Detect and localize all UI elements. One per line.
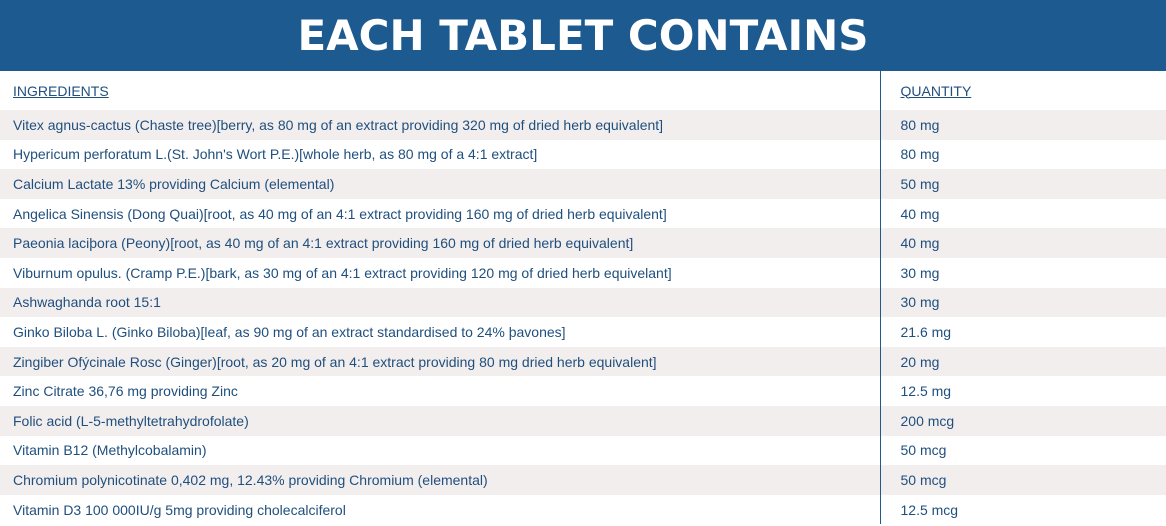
table-row [0,495,1166,525]
ingredients-table [0,71,1166,524]
quantity-cell: 50 mcg [880,436,1166,466]
ingredient-cell: Chromium polynicotinate 0,402 mg, 12.43% providing Chromium (elemental) [0,465,880,495]
table-row [0,317,1166,347]
ingredient-cell: Hypericum perforatum L.(St. John's Wort P.E.)[whole herb, as 80 mg of a 4:1 extract] [0,140,880,170]
table-body [0,110,1166,524]
table-row [0,288,1166,318]
quantity-cell: 80 mg [880,110,1166,140]
quantity-cell: 80 mg [880,140,1166,170]
table-row [0,465,1166,495]
table-row [0,406,1166,436]
ingredient-cell: Folic acid (L-5-methyltetrahydrofolate) [0,406,880,436]
table-row [0,436,1166,466]
table-row [0,376,1166,406]
header-banner [0,0,1166,71]
ingredient-cell: Viburnum opulus. (Cramp P.E.)[bark, as 30 mg of an 4:1 extract providing 120 mg of dried herb equivelant] [0,258,880,288]
quantity-cell: 40 mg [880,228,1166,258]
table-row [0,199,1166,229]
table-row [0,140,1166,170]
column-header-quantity: QUANTITY [880,71,1166,110]
quantity-cell: 30 mg [880,288,1166,318]
quantity-cell: 12.5 mg [880,376,1166,406]
table-header-row [0,71,1166,110]
ingredient-cell: Paeonia laciþora (Peony)[root, as 40 mg of an 4:1 extract providing 160 mg of dried herb equivalent] [0,228,880,258]
ingredient-cell: Zingiber Ofýcinale Rosc (Ginger)[root, as 20 mg of an 4:1 extract providing 80 mg dried herb equivalent] [0,347,880,377]
page-title: EACH TABLET CONTAINS [297,11,869,60]
table-row [0,110,1166,140]
ingredients-table-container [0,71,1166,524]
quantity-cell: 30 mg [880,258,1166,288]
quantity-cell: 50 mg [880,169,1166,199]
ingredient-cell: Zinc Citrate 36,76 mg providing Zinc [0,376,880,406]
table-row [0,228,1166,258]
quantity-cell: 20 mg [880,347,1166,377]
quantity-cell: 50 mcg [880,465,1166,495]
ingredient-cell: Vitex agnus-cactus (Chaste tree)[berry, as 80 mg of an extract providing 320 mg of dried herb equivalent] [0,110,880,140]
ingredient-cell: Vitamin B12 (Methylcobalamin) [0,436,880,466]
table-row [0,169,1166,199]
quantity-cell: 12.5 mcg [880,495,1166,525]
table-row [0,347,1166,377]
ingredient-cell: Ashwaghanda root 15:1 [0,288,880,318]
ingredient-cell: Vitamin D3 100 000IU/g 5mg providing cholecalciferol [0,495,880,525]
table-row [0,258,1166,288]
quantity-cell: 21.6 mg [880,317,1166,347]
ingredient-cell: Calcium Lactate 13% providing Calcium (elemental) [0,169,880,199]
quantity-cell: 40 mg [880,199,1166,229]
ingredient-cell: Ginko Biloba L. (Ginko Biloba)[leaf, as 90 mg of an extract standardised to 24% þavones] [0,317,880,347]
column-header-ingredients: INGREDIENTS [13,82,109,99]
quantity-cell: 200 mcg [880,406,1166,436]
ingredient-cell: Angelica Sinensis (Dong Quai)[root, as 40 mg of an 4:1 extract providing 160 mg of dried herb equivalent] [0,199,880,229]
